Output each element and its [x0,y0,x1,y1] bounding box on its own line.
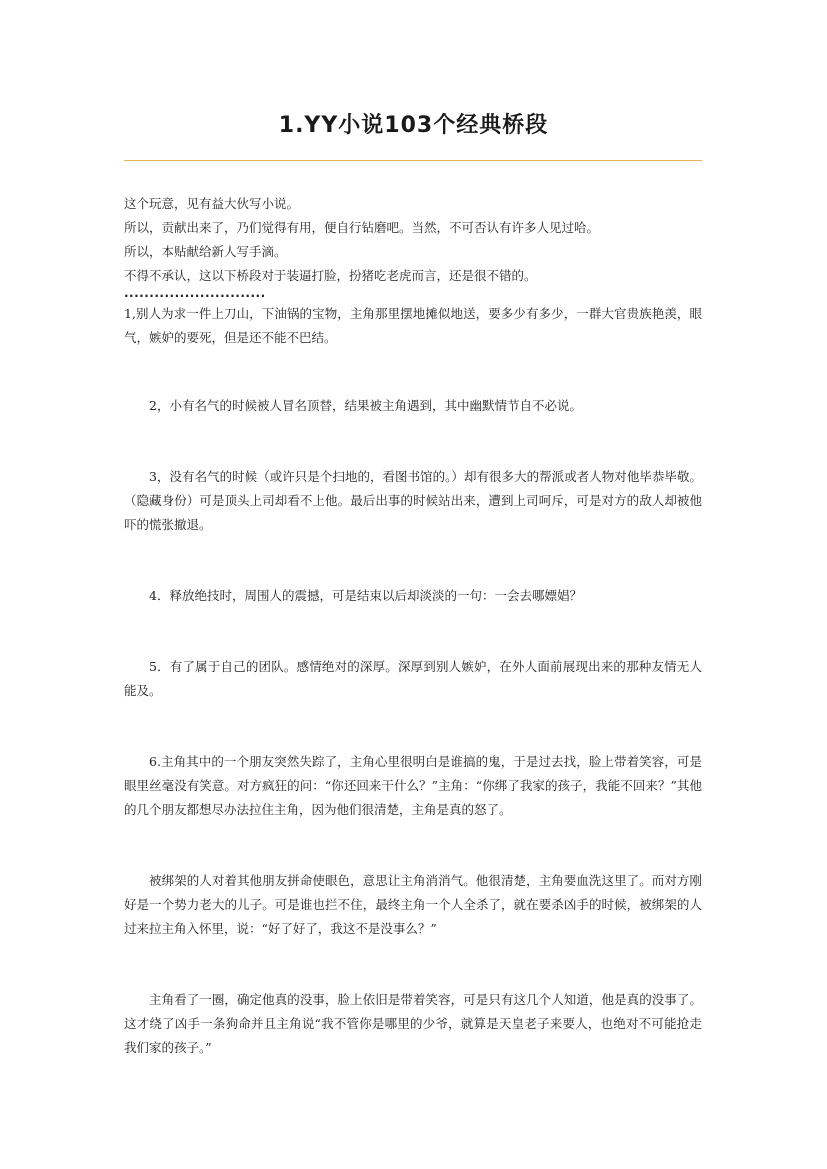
dotted-separator: ............................ [124,288,266,300]
title-divider [124,160,702,161]
paragraph: 4．释放绝技时，周围人的震撼，可是结束以后却淡淡的一句：一会去哪嫖娼？ [149,588,582,603]
paragraph: 被绑架的人对着其他朋友拼命使眼色，意思让主角消消气。他很清楚，主角要血洗这里了。而对方刚好是一个势力老大的儿子。可是谁也拦不住，最终主角一个人全杀了，就在要杀凶手的时候，被绑架的人过来拉主角入怀里，说：“好了好了，我这不是没事么？” [124,873,702,936]
paragraph: 3，没有名气的时候（或许只是个扫地的，看图书馆的。）却有很多大的帮派或者人物对他毕恭毕敬。（隐藏身份）可是顶头上司却看不上他。最后出事的时候站出来，遭到上司呵斥，可是对方的敌人却被他吓的慌张撤退。 [124,469,702,532]
document-title: 1.YY小说103个经典桥段 [278,113,549,138]
paragraph: 主角看了一圈，确定他真的没事，脸上依旧是带着笑容，可是只有这几个人知道，他是真的没事了。这才绕了凶手一条狗命并且主角说“我不管你是哪里的少爷，就算是天皇老子来要人，也绝对不可能抢走我们家的孩子。” [124,992,702,1055]
intro-line: 这个玩意，见有益大伙写小说。 [124,196,300,211]
paragraph-spacer [124,941,702,988]
paragraph-spacer [124,608,702,655]
paragraph: 5．有了属于自己的团队。感情绝对的深厚。深厚到别人嫉妒，在外人面前展现出来的那种友情无人能及。 [124,659,702,698]
intro-line: 所以，贡献出来了，乃们觉得有用，便自行钻磨吧。当然，不可否认有许多人见过哈。 [124,220,600,235]
paragraph: 6.主角其中的一个朋友突然失踪了，主角心里很明白是谁搞的鬼，于是过去找，脸上带着笑容，可是眼里丝毫没有笑意。对方疯狂的问：“你还回来干什么？”主角：“你绑了我家的孩子，我能不回来？”其他的几个朋友都想尽办法拉住主角，因为他们很清楚，主角是真的怒了。 [124,754,702,817]
paragraph-spacer [124,418,702,465]
intro-line: 所以，本贴献给新人写手滴。 [124,244,287,259]
paragraph-spacer [124,703,702,750]
paragraph-spacer [124,537,702,584]
paragraph-spacer [124,350,702,394]
document-body [124,192,702,1060]
paragraph: 1,别人为求一件上刀山，下油锅的宝物，主角那里摆地摊似地送，要多少有多少，一群大官贵族艳羡，眼气，嫉妒的要死，但是还不能不巴结。 [124,306,702,345]
intro-line: 不得不承认，这以下桥段对于装逼打脸，扮猪吃老虎而言，还是很不错的。 [124,268,537,283]
paragraph: 2，小有名气的时候被人冒名顶替，结果被主角遇到，其中幽默情节自不必说。 [149,398,582,413]
paragraph-spacer [124,822,702,869]
